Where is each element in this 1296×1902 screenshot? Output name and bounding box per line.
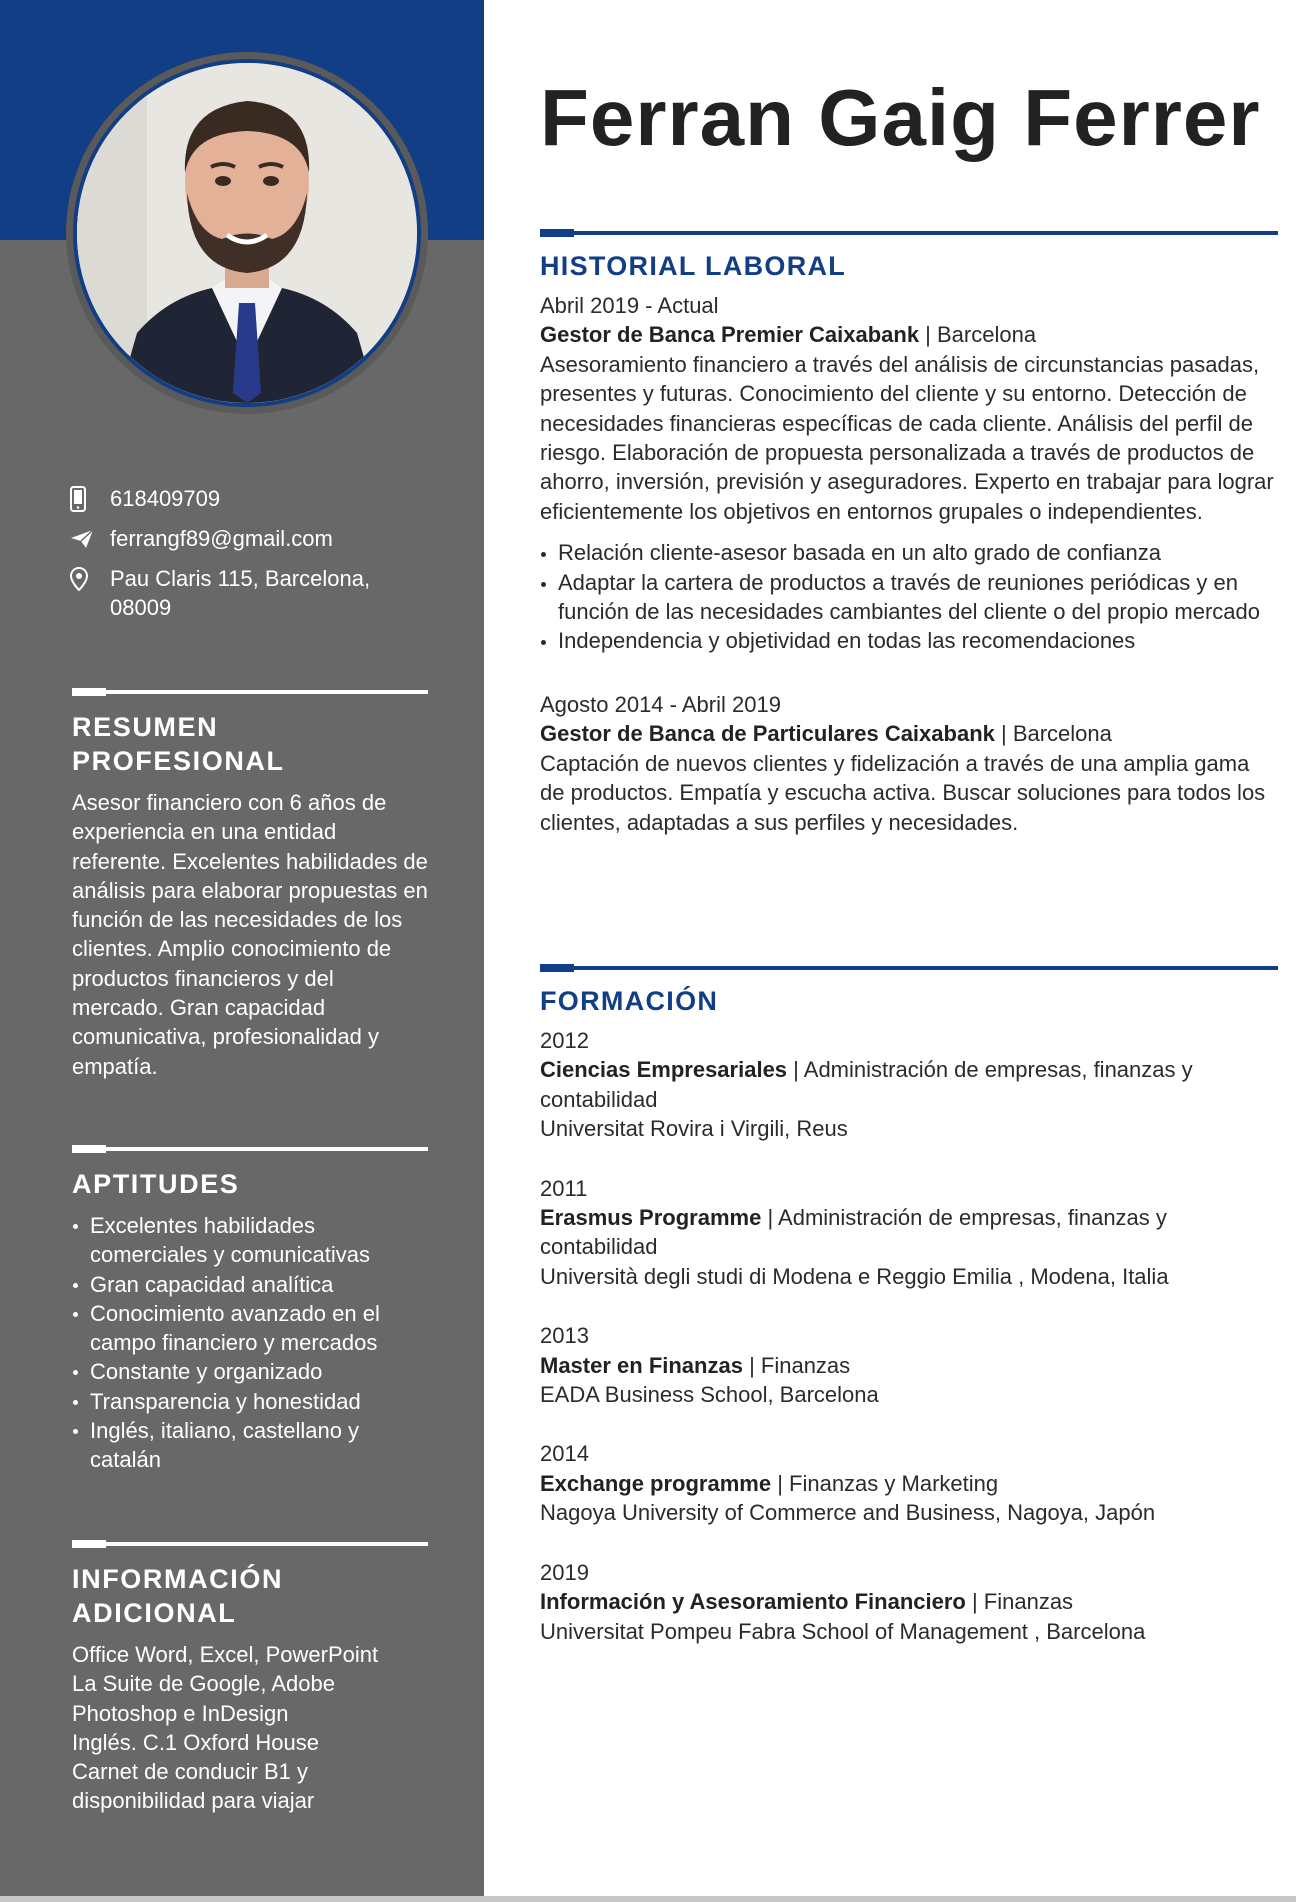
job-role: Gestor de Banca Premier Caixabank [540, 322, 920, 348]
profile-photo-frame [66, 52, 428, 414]
education-degree: Exchange programme [540, 1470, 772, 1496]
education-degree: Información y Asesoramiento Financiero [540, 1589, 966, 1615]
job-location: | Barcelona [919, 322, 1037, 348]
section-divider [540, 966, 1278, 970]
section-divider [72, 1542, 428, 1546]
contact-phone [70, 484, 450, 513]
skills-list [72, 1211, 428, 1475]
list-item: Constante y organizado [72, 1357, 428, 1386]
portrait-illustration [77, 63, 417, 403]
education-degree: Master en Finanzas [540, 1352, 743, 1378]
additional-title: INFORMACIÓN ADICIONAL [72, 1564, 284, 1628]
contact-email [70, 524, 450, 553]
job-bullets [540, 538, 1278, 656]
job-location: | Barcelona [994, 721, 1112, 747]
education-degree-line [540, 1203, 1278, 1262]
additional-line: Inglés. C.1 Oxford House [72, 1729, 320, 1755]
job-title-line [540, 320, 1278, 349]
education-degree-line [540, 1587, 1278, 1616]
phone-text[interactable]: 618409709 [110, 486, 221, 511]
contact-info [70, 484, 450, 633]
list-item: Conocimiento avanzado en el campo financiero y mercados [72, 1299, 428, 1358]
education-year: 2011 [540, 1175, 588, 1201]
email-text[interactable]: ferrangf89@gmail.com [110, 526, 333, 551]
education-title: FORMACIÓN [540, 986, 719, 1016]
section-divider [72, 1147, 428, 1151]
education-entry [540, 1174, 1278, 1292]
contact-address [70, 564, 450, 622]
job-description: Captación de nuevos clientes y fidelización a través de una amplia gama de productos. Empatía y escucha activa. Buscar soluciones para todos los clientes, adaptadas a sus perfiles y necesidades. [540, 750, 1266, 835]
candidate-name: Ferran Gaig Ferrer [540, 73, 1261, 162]
education-school: EADA Business School, Barcelona [540, 1382, 879, 1408]
profile-photo [73, 59, 421, 407]
education-degree: Erasmus Programme [540, 1205, 762, 1231]
job-period: Abril 2019 - Actual [540, 293, 719, 318]
list-item: Transparencia y honestidad [72, 1387, 428, 1416]
education-school: Universitat Rovira i Virgili, Reus [540, 1116, 848, 1142]
summary-section [72, 690, 428, 1081]
education-degree-line [540, 1351, 1278, 1380]
skills-title: APTITUDES [72, 1169, 240, 1199]
page-bottom-edge [0, 1896, 1296, 1902]
summary-text: Asesor financiero con 6 años de experiencia en una entidad referente. Excelentes habilidades de análisis para elaborar propuestas en función de las necesidades de los clientes. Amplio conocimiento de productos financieros y del mercado. Gran capacidad comunicativa, profesionalidad y empatía. [72, 790, 428, 1079]
list-item: Inglés, italiano, castellano y catalán [72, 1416, 428, 1475]
job-entry [540, 690, 1278, 837]
list-item: Relación cliente-asesor basada en un alto grado de confianza [540, 538, 1278, 567]
education-degree-line [540, 1055, 1278, 1114]
summary-title: RESUMEN PROFESIONAL [72, 712, 285, 776]
education-year: 2014 [540, 1441, 589, 1467]
additional-line: Office Word, Excel, PowerPoint [72, 1642, 379, 1667]
job-role: Gestor de Banca de Particulares Caixabank [540, 721, 995, 747]
job-description: Asesoramiento financiero a través del análisis de circunstancias pasadas, presentes y futuras. Conocimiento del cliente y su entorno. Detección de necesidades financieras específicas de cada cliente. Análisis del perfil de riesgo. Elaboración de propuesta personalizada a través de productos de ahorro, inversión, previsión y aseguradores. Experto en trabajar para lograr eficientemente los objetivos en entornos grupales o independientes. [540, 351, 1274, 524]
section-divider [540, 231, 1278, 235]
job-title-line [540, 719, 1278, 748]
list-item: Gran capacidad analítica [72, 1270, 428, 1299]
work-history-title: HISTORIAL LABORAL [540, 251, 847, 281]
additional-line: La Suite de Google, Adobe Photoshop e InDesign [72, 1671, 335, 1726]
list-item: Independencia y objetividad en todas las recomendaciones [540, 626, 1278, 655]
education-school: Università degli studi di Modena e Reggio Emilia , Modena, Italia [540, 1263, 1169, 1289]
job-entry [540, 291, 1278, 656]
education-school: Universitat Pompeu Fabra School of Management , Barcelona [540, 1618, 1146, 1644]
education-entry [540, 1558, 1278, 1646]
additional-section [72, 1542, 428, 1816]
list-item: Adaptar la cartera de productos a través de reuniones periódicas y en función de las necesidades cambiantes del cliente o del propio mercado [540, 568, 1278, 627]
education-field: | Finanzas [742, 1352, 851, 1378]
education-degree-line [540, 1469, 1278, 1498]
education-year: 2013 [540, 1323, 589, 1349]
education-field: | Finanzas [965, 1589, 1074, 1615]
send-icon [70, 524, 110, 553]
job-period: Agosto 2014 - Abril 2019 [540, 691, 781, 717]
education-section [540, 966, 1278, 1676]
list-item: Excelentes habilidades comerciales y comunicativas [72, 1211, 428, 1270]
education-year: 2012 [540, 1028, 589, 1053]
additional-line: Carnet de conducir B1 y disponibilidad para viajar [72, 1759, 315, 1814]
education-degree: Ciencias Empresariales [540, 1057, 788, 1083]
phone-icon [70, 484, 110, 513]
education-field: | Finanzas y Marketing [771, 1470, 999, 1496]
education-entry [540, 1321, 1278, 1409]
education-entry [540, 1439, 1278, 1527]
address-text: Pau Claris 115, Barcelona, 08009 [110, 566, 371, 620]
education-year: 2019 [540, 1559, 589, 1585]
education-school: Nagoya University of Commerce and Business, Nagoya, Japón [540, 1500, 1156, 1526]
education-entry [540, 1026, 1278, 1144]
skills-section [72, 1147, 428, 1475]
sidebar [0, 0, 484, 1902]
section-divider [72, 690, 428, 694]
work-history-section [540, 231, 1278, 837]
education-field: | Administración de empresas, finanzas y contabilidad [540, 1205, 1167, 1260]
location-pin-icon [70, 564, 110, 593]
education-field: | Administración de empresas, finanzas y contabilidad [540, 1057, 1193, 1112]
